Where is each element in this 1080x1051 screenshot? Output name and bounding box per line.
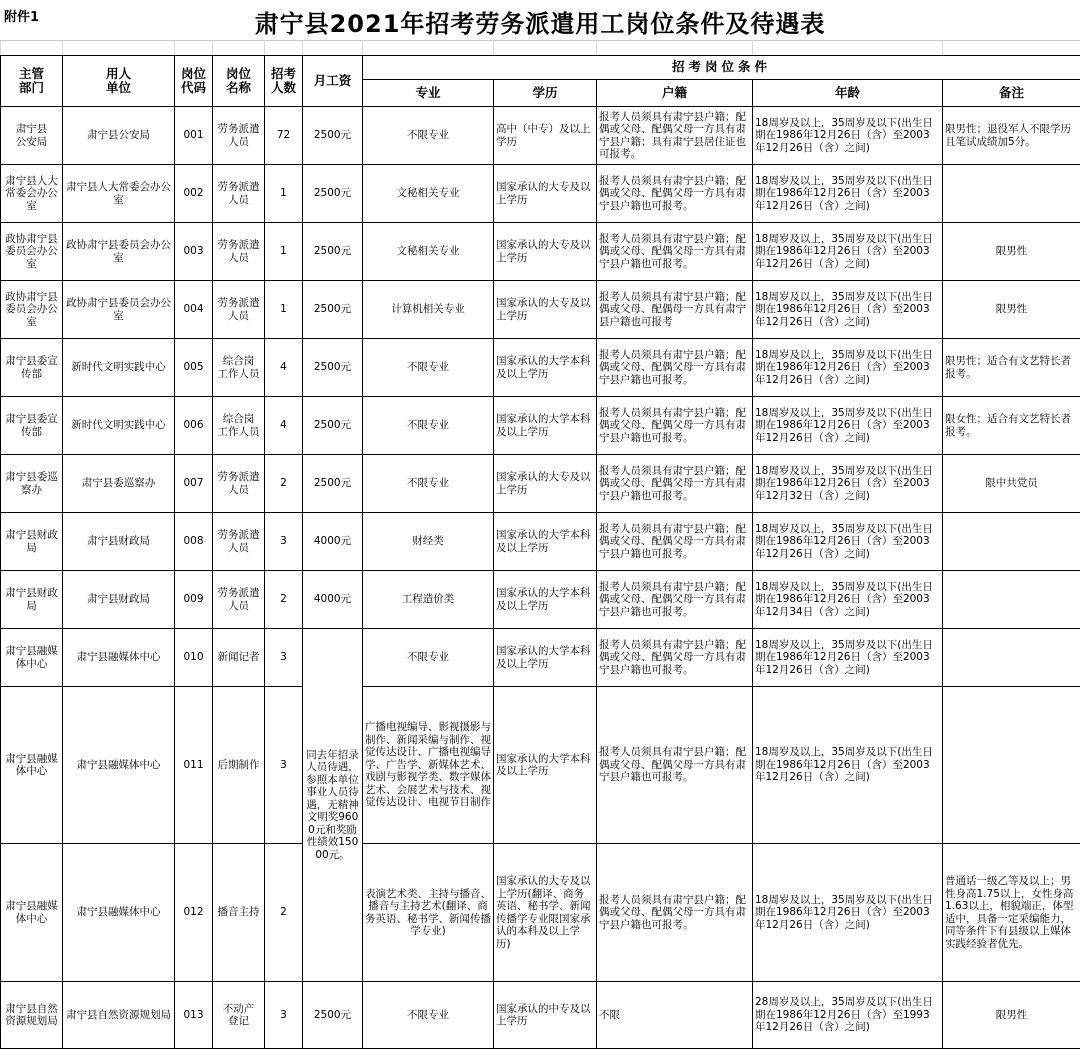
- count-cell: 1: [265, 223, 303, 281]
- salary-cell: 2500元: [303, 339, 363, 397]
- major-cell: 文秘相关专业: [363, 165, 494, 223]
- huji-cell: 报考人员须具有肃宁县户籍；配偶或父母、配偶母一方具有肃宁县户籍也可报考: [597, 281, 753, 339]
- salary-cell: 2500元: [303, 397, 363, 455]
- code-cell: 009: [175, 571, 213, 629]
- note-cell: [943, 165, 1080, 223]
- post-cell: 后期制作: [213, 687, 265, 844]
- huji-cell: 不限: [597, 982, 753, 1049]
- huji-cell: 报考人员须具有肃宁县户籍；配偶或父母、配偶父母一方具有肃宁县户籍也可报考。: [597, 513, 753, 571]
- age-cell: 18周岁及以上，35周岁及以下(出生日期在1986年12月26日（含）至2003年12月26日（含）之间): [753, 844, 943, 982]
- major-cell: 不限专业: [363, 455, 494, 513]
- major-cell: 工程造价类: [363, 571, 494, 629]
- unit-cell: 肃宁县财政局: [63, 571, 175, 629]
- huji-cell: 报考人员须具有肃宁县户籍；配偶或父母、配偶父母一方具有肃宁县户籍；具有肃宁县居住证也可报考。: [597, 107, 753, 165]
- edu-cell: 国家承认的大专及以上学历: [494, 455, 597, 513]
- table-row: [1, 397, 1080, 455]
- post-cell: 不动产 登记: [213, 982, 265, 1049]
- edu-cell: 国家承认的大学本科及以上学历: [494, 629, 597, 687]
- header-code: 岗位 代码: [175, 56, 213, 107]
- age-cell: 18周岁及以上，35周岁及以下(出生日期在1986年12月26日（含）至2003年12月34日（含）之间): [753, 571, 943, 629]
- huji-cell: 报考人员须具有肃宁县户籍；配偶或父母、配偶父母一方具有肃宁县户籍也可报考。: [597, 571, 753, 629]
- code-cell: 005: [175, 339, 213, 397]
- code-cell: 003: [175, 223, 213, 281]
- note-cell: 限男性: [943, 223, 1080, 281]
- note-cell: [943, 571, 1080, 629]
- age-cell: 18周岁及以上，35周岁及以下(出生日期在1986年12月26日（含）至2003年12月26日（含）之间): [753, 223, 943, 281]
- post-cell: 综合岗 工作人员: [213, 397, 265, 455]
- post-cell: 劳务派遣 人员: [213, 455, 265, 513]
- unit-cell: 肃宁县人大常委会办公室: [63, 165, 175, 223]
- code-cell: 008: [175, 513, 213, 571]
- salary-cell: 2500元: [303, 982, 363, 1049]
- huji-cell: 报考人员须具有肃宁县户籍；配偶或父母、配偶父母一方具有肃宁县户籍也可报考。: [597, 339, 753, 397]
- table-row: [1, 844, 1080, 982]
- huji-cell: 报考人员须具有肃宁县户籍；配偶或父母、配偶父母一方具有肃宁县户籍也可报考。: [597, 844, 753, 982]
- dept-cell: 政协肃宁县委员会办公室: [1, 281, 63, 339]
- edu-cell: 国家承认的大学本科及以上学历: [494, 571, 597, 629]
- huji-cell: 报考人员须具有肃宁县户籍；配偶或父母、配偶父母一方具有肃宁县户籍也可报考。: [597, 223, 753, 281]
- salary-cell: 2500元: [303, 107, 363, 165]
- dept-cell: 肃宁县 公安局: [1, 107, 63, 165]
- dept-cell: 肃宁县委巡察办: [1, 455, 63, 513]
- huji-cell: 报考人员须具有肃宁县户籍；配偶或父母、配偶父母一方具有肃宁县户籍也可报考。: [597, 629, 753, 687]
- age-cell: 18周岁及以上，35周岁及以下(出生日期在1986年12月26日（含）至2003年12月26日（含）之间): [753, 687, 943, 844]
- edu-cell: 国家承认的大学本科及以上学历: [494, 513, 597, 571]
- major-cell: 财经类: [363, 513, 494, 571]
- table-row: [1, 571, 1080, 629]
- count-cell: 3: [265, 687, 303, 844]
- age-cell: 18周岁及以上，35周岁及以下(出生日期在1986年12月26日（含）至2003年12月26日（含）之间): [753, 339, 943, 397]
- table-row: [1, 223, 1080, 281]
- salary-cell: 2500元: [303, 165, 363, 223]
- post-cell: 劳务派遣 人员: [213, 165, 265, 223]
- count-cell: 4: [265, 397, 303, 455]
- code-cell: 011: [175, 687, 213, 844]
- post-cell: 劳务派遣 人员: [213, 513, 265, 571]
- dept-cell: 政协肃宁县委员会办公室: [1, 223, 63, 281]
- note-cell: 普通话一级乙等及以上；男性身高1.75以上，女性身高1.63以上，相貌端正，体型适中，具备一定采编能力，同等条件下有县级以上媒体实践经验者优先。: [943, 844, 1080, 982]
- note-cell: 限男性: [943, 281, 1080, 339]
- unit-cell: 政协肃宁县委员会办公室: [63, 223, 175, 281]
- count-cell: 2: [265, 455, 303, 513]
- header-post: 岗位 名称: [213, 56, 265, 107]
- edu-cell: 国家承认的中专及以上学历: [494, 982, 597, 1049]
- major-cell: 不限专业: [363, 397, 494, 455]
- salary-cell: 4000元: [303, 571, 363, 629]
- note-cell: 限男性: [943, 982, 1080, 1049]
- edu-cell: 国家承认的大专及以上学历: [494, 165, 597, 223]
- note-cell: 限男性；退役军人不限学历且笔试成绩加5分。: [943, 107, 1080, 165]
- code-cell: 007: [175, 455, 213, 513]
- huji-cell: 报考人员须具有肃宁县户籍；配偶或父母、配偶父母一方具有肃宁县户籍也可报考。: [597, 165, 753, 223]
- age-cell: 18周岁及以上，35周岁及以下(出生日期在1986年12月26日（含）至2003年12月26日（含）之间): [753, 629, 943, 687]
- header-huji: 户籍: [597, 80, 753, 107]
- unit-cell: 肃宁县财政局: [63, 513, 175, 571]
- dept-cell: 肃宁县财政局: [1, 513, 63, 571]
- post-cell: 劳务派遣 人员: [213, 571, 265, 629]
- salary-cell: 2500元: [303, 455, 363, 513]
- edu-cell: 国家承认的大专及以上学历: [494, 281, 597, 339]
- header-major: 专业: [363, 80, 494, 107]
- unit-cell: 新时代文明实践中心: [63, 339, 175, 397]
- age-cell: 18周岁及以上，35周岁及以下(出生日期在1986年12月26日（含）至2003年12月26日（含）之间): [753, 397, 943, 455]
- age-cell: 18周岁及以上，35周岁及以下(出生日期在1986年12月26日（含）至2003年12月32日（含）之间): [753, 455, 943, 513]
- age-cell: 18周岁及以上，35周岁及以下(出生日期在1986年12月26日（含）至2003年12月26日（含）之间): [753, 165, 943, 223]
- table-row: [1, 165, 1080, 223]
- post-cell: 劳务派遣 人员: [213, 107, 265, 165]
- age-cell: 18周岁及以上，35周岁及以下(出生日期在1986年12月26日（含）至2003年12月26日（含）之间): [753, 513, 943, 571]
- post-cell: 播音主持: [213, 844, 265, 982]
- major-cell: 不限专业: [363, 339, 494, 397]
- code-cell: 004: [175, 281, 213, 339]
- huji-cell: 报考人员须具有肃宁县户籍；配偶或父母、配偶父母一方具有肃宁县户籍也可报考。: [597, 397, 753, 455]
- note-cell: [943, 513, 1080, 571]
- major-cell: 广播电视编导、影视摄影与制作、新闻采编与制作、视觉传达设计、广播电视编导学、广告学、新媒体艺术、戏剧与影视学类、数字媒体艺术、会展艺术与技术、视觉传达设计、电视节目制作: [363, 687, 494, 844]
- count-cell: 2: [265, 844, 303, 982]
- count-cell: 4: [265, 339, 303, 397]
- dept-cell: 肃宁县融媒体中心: [1, 844, 63, 982]
- table-row: [1, 513, 1080, 571]
- count-cell: 3: [265, 513, 303, 571]
- table-row: [1, 281, 1080, 339]
- table-row: [1, 455, 1080, 513]
- code-cell: 010: [175, 629, 213, 687]
- edu-cell: 国家承认的大学本科及以上学历: [494, 339, 597, 397]
- unit-cell: 肃宁县融媒体中心: [63, 687, 175, 844]
- code-cell: 001: [175, 107, 213, 165]
- post-cell: 综合岗 工作人员: [213, 339, 265, 397]
- table-title: 肃宁县2021年招考劳务派遣用工岗位条件及待遇表: [254, 10, 826, 38]
- header-note: 备注: [943, 80, 1080, 107]
- edu-cell: 国家承认的大学本科及以上学历: [494, 397, 597, 455]
- unit-cell: 肃宁县委巡察办: [63, 455, 175, 513]
- code-cell: 013: [175, 982, 213, 1049]
- annex-label: 附件1: [4, 10, 40, 25]
- major-cell: 计算机相关专业: [363, 281, 494, 339]
- dept-cell: 肃宁县委宣传部: [1, 339, 63, 397]
- dept-cell: 肃宁县融媒体中心: [1, 687, 63, 844]
- table-row: [1, 629, 1080, 687]
- edu-cell: 国家承认的大专及以上学历(翻译、商务英语、秘书学、新闻传播学专业限国家承认的本科及以上学历): [494, 844, 597, 982]
- major-cell: 不限专业: [363, 982, 494, 1049]
- table-row: [1, 107, 1080, 165]
- note-cell: 限中共党员: [943, 455, 1080, 513]
- major-cell: 表演艺术类、主持与播音、播音与主持艺术(翻译、商务英语、秘书学、新闻传播学专业): [363, 844, 494, 982]
- unit-cell: 肃宁县公安局: [63, 107, 175, 165]
- dept-cell: 肃宁县融媒体中心: [1, 629, 63, 687]
- header-dept: 主管 部门: [1, 56, 63, 107]
- table-row: [1, 982, 1080, 1049]
- dept-cell: 肃宁县自然资源规划局: [1, 982, 63, 1049]
- unit-cell: 肃宁县自然资源规划局: [63, 982, 175, 1049]
- header-edu: 学历: [494, 80, 597, 107]
- table-row: [1, 339, 1080, 397]
- count-cell: 72: [265, 107, 303, 165]
- huji-cell: 报考人员须具有肃宁县户籍；配偶或父母、配偶父母一方具有肃宁县户籍也可报考。: [597, 687, 753, 844]
- age-cell: 18周岁及以上，35周岁及以下(出生日期在1986年12月26日（含）至2003年12月26日（含）之间): [753, 281, 943, 339]
- note-cell: 限男性；适合有文艺特长者报考。: [943, 339, 1080, 397]
- count-cell: 3: [265, 982, 303, 1049]
- header-age: 年龄: [753, 80, 943, 107]
- post-cell: 新闻记者: [213, 629, 265, 687]
- code-cell: 002: [175, 165, 213, 223]
- table-row: [1, 687, 1080, 844]
- unit-cell: 政协肃宁县委员会办公室: [63, 281, 175, 339]
- header-count: 招考 人数: [265, 56, 303, 107]
- salary-cell: 2500元: [303, 223, 363, 281]
- dept-cell: 肃宁县财政局: [1, 571, 63, 629]
- post-cell: 劳务派遣 人员: [213, 281, 265, 339]
- huji-cell: 报考人员须具有肃宁县户籍；配偶或父母、配偶父母一方具有肃宁县户籍也可报考。: [597, 455, 753, 513]
- unit-cell: 新时代文明实践中心: [63, 397, 175, 455]
- unit-cell: 肃宁县融媒体中心: [63, 844, 175, 982]
- note-cell: 限女性；适合有文艺特长者报考。: [943, 397, 1080, 455]
- count-cell: 1: [265, 281, 303, 339]
- count-cell: 2: [265, 571, 303, 629]
- salary-cell: 同去年招录人员待遇，参照本单位事业人员待遇，无精神文明奖9600元和奖励性绩效15000元。: [303, 629, 363, 982]
- major-cell: 文秘相关专业: [363, 223, 494, 281]
- edu-cell: 高中（中专）及以上学历: [494, 107, 597, 165]
- age-cell: 18周岁及以上，35周岁及以下(出生日期在1986年12月26日（含）至2003年12月26日（含）之间): [753, 107, 943, 165]
- age-cell: 28周岁及以上，35周岁及以下(出生日期在1986年12月26日（含）至1993年12月26日（含）之间): [753, 982, 943, 1049]
- salary-cell: 2500元: [303, 281, 363, 339]
- major-cell: 不限专业: [363, 629, 494, 687]
- count-cell: 3: [265, 629, 303, 687]
- post-cell: 劳务派遣 人员: [213, 223, 265, 281]
- edu-cell: 国家承认的大专及以上学历: [494, 223, 597, 281]
- dept-cell: 肃宁县人大常委会办公室: [1, 165, 63, 223]
- dept-cell: 肃宁县委宣传部: [1, 397, 63, 455]
- note-cell: [943, 687, 1080, 844]
- note-cell: [943, 629, 1080, 687]
- code-cell: 012: [175, 844, 213, 982]
- header-salary: 月工资: [303, 56, 363, 107]
- unit-cell: 肃宁县融媒体中心: [63, 629, 175, 687]
- header-unit: 用人 单位: [63, 56, 175, 107]
- major-cell: 不限专业: [363, 107, 494, 165]
- recruitment-table: [0, 40, 1080, 1049]
- count-cell: 1: [265, 165, 303, 223]
- salary-cell: 4000元: [303, 513, 363, 571]
- code-cell: 006: [175, 397, 213, 455]
- edu-cell: 国家承认的大学本科及以上学历: [494, 687, 597, 844]
- header-conditions: 招考岗位条件: [363, 56, 1080, 80]
